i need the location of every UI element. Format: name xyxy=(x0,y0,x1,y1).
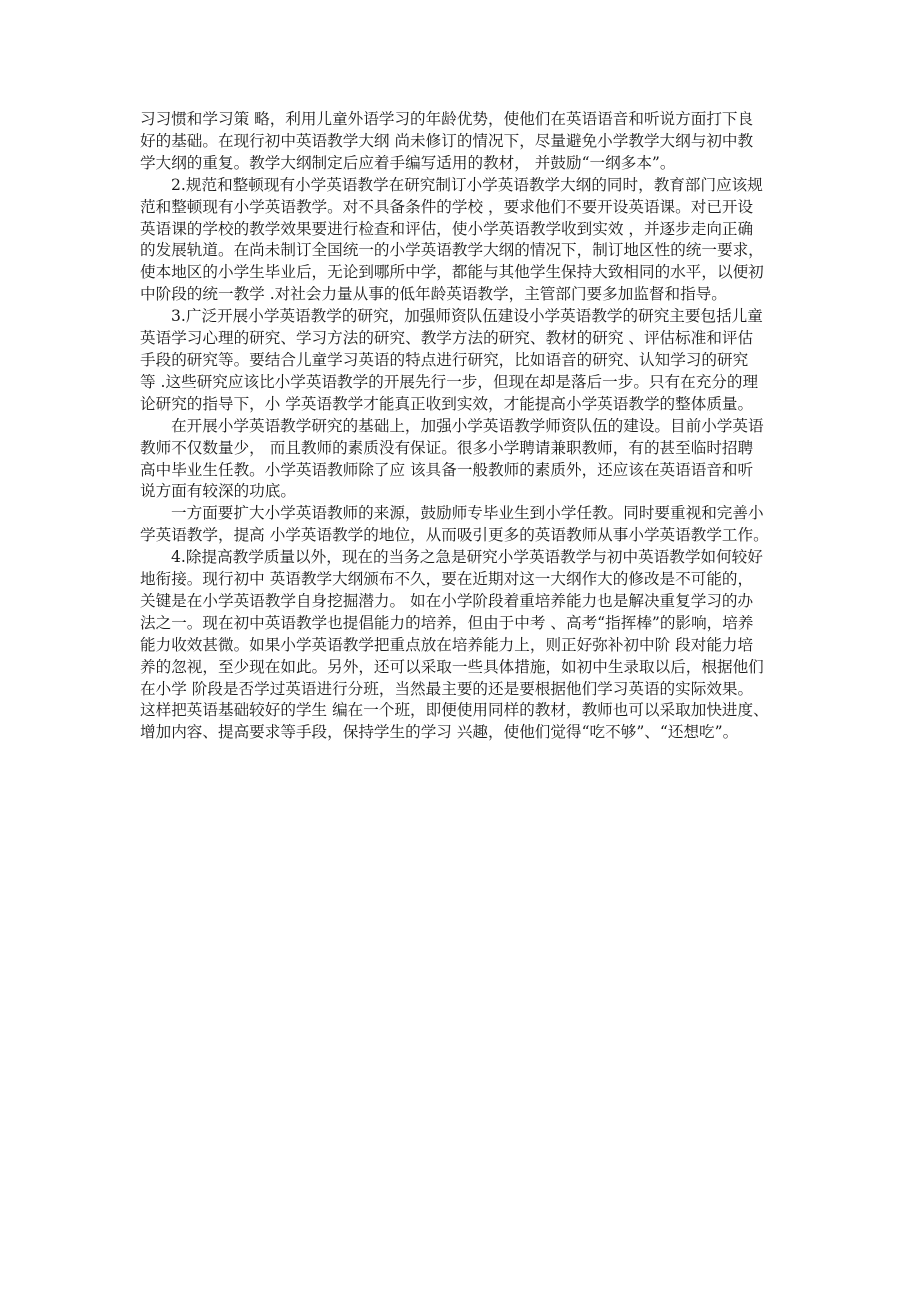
text-line: 学英语教学，提高 小学英语教学的地位，从而吸引更多的英语教师从事小学英语教学工作。 xyxy=(140,526,769,545)
paragraph xyxy=(140,416,790,504)
paragraph xyxy=(140,109,790,175)
text-line: 在开展小学英语教学研究的基础上，加强小学英语教学师资队伍的建设。目前小学英语 xyxy=(171,416,764,435)
text-line: 的发展轨道。在尚未制订全国统一的小学英语教学大纲的情况下，制订地区性的统一要求， xyxy=(140,241,764,260)
text-line: 说方面有较深的功底。 xyxy=(140,482,296,501)
paragraph xyxy=(140,175,790,306)
text-line: 法之一。现在初中英语教学也提倡能力的培养，但由于中考 、高考“指挥棒”的影响，培养 xyxy=(140,613,754,632)
text-line: 英语学习心理的研究、学习方法的研究、教学方法的研究、教材的研究 、评估标准和评估 xyxy=(140,329,754,348)
text-line: 高中毕业生任教。小学英语教师除了应 该具备一般教师的素质外，还应该在英语语音和听 xyxy=(140,460,754,479)
paragraph xyxy=(140,547,790,744)
text-line: 范和整顿现有小学英语教学。对不具备条件的学校 ，要求他们不要开设英语课。对已开设 xyxy=(140,197,754,216)
text-line: 英语课的学校的教学效果要进行检查和评估，使小学英语教学收到实效 ，并逐步走向正确 xyxy=(140,219,754,238)
text-line: 手段的研究等。要结合儿童学习英语的特点进行研究，比如语音的研究、认知学习的研究 xyxy=(140,350,749,369)
text-line: 在小学 阶段是否学过英语进行分班，当然最主要的还是要根据他们学习英语的实际效果。 xyxy=(140,679,754,698)
paragraph xyxy=(140,503,790,547)
document-body xyxy=(140,109,790,744)
text-line: 学大纲的重复。教学大纲制定后应着手编写适用的教材， 并鼓励“一纲多本”。 xyxy=(140,153,676,172)
text-line: 地衔接。现行初中 英语教学大纲颁布不久，要在近期对这一大纲作大的修改是不可能的， xyxy=(140,570,754,589)
text-line: 这样把英语基础较好的学生 编在一个班，即便使用同样的教材，教师也可以采取加快进度、 xyxy=(140,701,769,720)
paragraph xyxy=(140,306,790,416)
text-line: 论研究的指导下，小 学英语教学才能真正收到实效，才能提高小学英语教学的整体质量。 xyxy=(140,394,754,413)
text-line: 使本地区的小学生毕业后，无论到哪所中学，都能与其他学生保持大致相同的水平，以便初 xyxy=(140,263,764,282)
text-line: 增加内容、提高要求等手段，保持学生的学习 兴趣，使他们觉得“吃不够”、“还想吃”。 xyxy=(140,723,739,742)
text-line: 3.广泛开展小学英语教学的研究，加强师资队伍建设小学英语教学的研究主要包括儿童 xyxy=(171,307,763,326)
text-line: 2.规范和整顿现有小学英语教学在研究制订小学英语教学大纲的同时，教育部门应该规 xyxy=(171,175,763,194)
text-line: 教师不仅数量少， 而且教师的素质没有保证。很多小学聘请兼职教师，有的甚至临时招聘 xyxy=(140,438,754,457)
text-line: 中阶段的统一教学 .对社会力量从事的低年龄英语教学，主管部门要多加监督和指导。 xyxy=(140,285,727,304)
text-line: 好的基础。在现行初中英语教学大纲 尚未修订的情况下，尽量避免小学教学大纲与初中教 xyxy=(140,131,754,150)
text-line: 4.除提高教学质量以外，现在的当务之急是研究小学英语教学与初中英语教学如何较好 xyxy=(171,548,763,567)
text-line: 关键是在小学英语教学自身挖掘潜力。 如在小学阶段着重培养能力也是解决重复学习的办 xyxy=(140,591,754,610)
text-line: 一方面要扩大小学英语教师的来源，鼓励师专毕业生到小学任教。同时要重视和完善小 xyxy=(171,504,764,523)
text-line: 习习惯和学习策 略，利用儿童外语学习的年龄优势，使他们在英语语音和听说方面打下良 xyxy=(140,110,754,128)
text-line: 养的忽视，至少现在如此。另外，还可以采取一些具体措施，如初中生录取以后，根据他们 xyxy=(140,657,764,676)
text-line: 能力收效甚微。如果小学英语教学把重点放在培养能力上，则正好弥补初中阶 段对能力培 xyxy=(140,635,754,654)
text-line: 等 .这些研究应该比小学英语教学的开展先行一步，但现在却是落后一步。只有在充分的理 xyxy=(140,372,759,391)
